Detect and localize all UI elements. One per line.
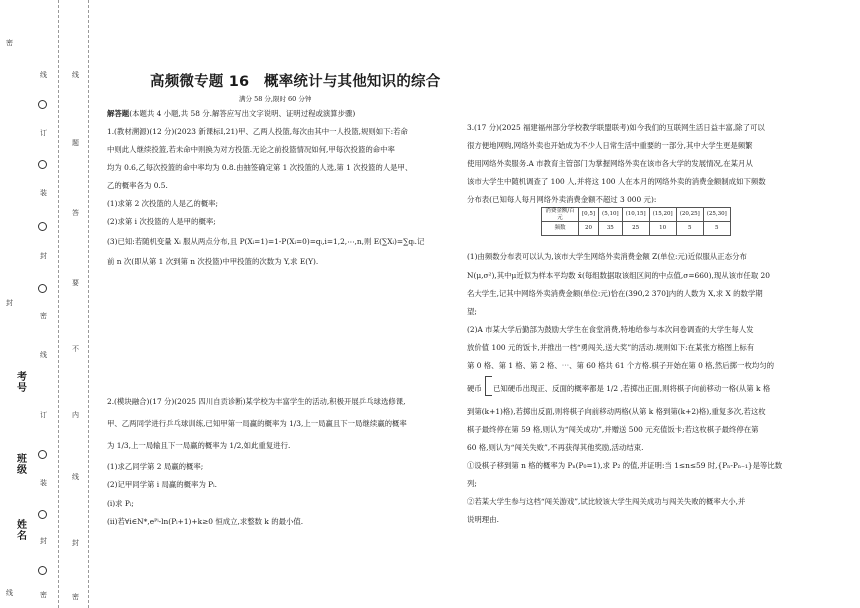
q3-line: (2)A 市某大学后勤部为鼓励大学生在食堂消费,特地给参与本次问卷调查的大学生每人发 — [467, 325, 754, 334]
binding-hole — [38, 222, 47, 231]
label-kaohao: 考号 — [17, 372, 27, 394]
table-cell: 20 — [579, 222, 599, 236]
table-cell: (25,30] — [703, 208, 730, 222]
margin-char: 线 — [6, 589, 13, 597]
q1-line: 前 n 次(即从第 1 次到第 n 次投篮)中甲投篮的次数为 Y,求 E(Y). — [107, 257, 319, 266]
label-xingming: 姓名 — [17, 520, 27, 542]
q1-line: 中则此人继续投篮,若未命中则换为对方投篮.无论之前投篮情况如何,甲每次投篮的命中率 — [107, 145, 395, 154]
margin-char: 答 — [72, 209, 79, 217]
table-cell: 5 — [676, 222, 703, 236]
binding-hole — [38, 450, 47, 459]
page-subtitle: 满分 58 分,限时 60 分钟 — [239, 95, 312, 103]
binding-hole — [38, 100, 47, 109]
q3-line: 棋子最终停在第 59 格,则认为“闯关成功”,并赠送 500 元充值饭卡;若这枚棋子最终停在第 — [467, 425, 759, 434]
q1-line: 1.(教材溯源)(12 分)(2023 新课标Ⅰ,21)甲、乙两人投篮,每次由其中一人投篮,规则如下:若命 — [107, 127, 408, 136]
q3-line: 第 0 格、第 1 格、第 2 格、⋯、第 60 格共 61 个方格.棋子开始在第 0 格,然后掷一枚均匀的 — [467, 361, 775, 370]
q1-line: (3)已知:若随机变量 Xᵢ 服从两点分布,且 P(Xᵢ=1)=1-P(Xᵢ=0)=qᵢ,i=1,2,⋯,n,则 E(∑Xᵢ)=∑qᵢ.记 — [107, 237, 425, 246]
cut-line — [58, 0, 59, 608]
table-row — [542, 208, 731, 222]
q2-line: 2.(模块融合)(17 分)(2025 四川自贡诊断)某学校为丰富学生的活动,积极开展乒乓球选修课, — [107, 397, 406, 406]
instructions — [107, 109, 355, 118]
q2-line: (1)求乙同学第 2 局赢的概率; — [107, 462, 204, 471]
q1-line: 乙的概率各为 0.5. — [107, 181, 168, 190]
q3-line: 名大学生,记其中网络外卖消费金额(单位:元)恰在(390,2 370]内的人数为 X,求 X 的数学期 — [467, 289, 763, 298]
table-cell: (10,15] — [622, 208, 649, 222]
frequency-table — [541, 207, 731, 236]
binding-hole — [38, 284, 47, 293]
q3-line: 3.(17 分)(2025 福建福州部分学校教学联盟联考)如今我们的互联网生活日益丰富,除了可以 — [467, 123, 765, 132]
margin-char: 线 — [72, 473, 79, 481]
margin-char: 订 — [40, 411, 47, 419]
margin-char: 封 — [72, 539, 79, 547]
table-cell: (20,25] — [676, 208, 703, 222]
q3-line: 列; — [467, 479, 477, 488]
margin-char: 密 — [6, 39, 13, 47]
table-header-cell: 频数 — [542, 222, 579, 236]
q1-line: 均为 0.6,乙每次投篮的命中率均为 0.8.由抽签确定第 1 次投篮的人选,第 1 次投篮的人是甲、 — [107, 163, 413, 172]
label-banji: 班级 — [17, 454, 27, 476]
margin-char: 线 — [40, 71, 47, 79]
q1-line: (2)求第 i 次投篮的人是甲的概率; — [107, 217, 216, 226]
table-cell: (5,10] — [599, 208, 623, 222]
margin-char: 不 — [72, 345, 79, 353]
margin-char: 密 — [40, 591, 47, 599]
table-cell: 25 — [622, 222, 649, 236]
table-cell: [0,5] — [579, 208, 599, 222]
fold-line — [88, 0, 89, 608]
margin-char: 封 — [6, 299, 13, 307]
margin-char: 装 — [40, 189, 47, 197]
q3-line: 到第(k+1)格),若掷出反面,则将棋子向前移动两格(从第 k 格到第(k+2)格),重复多次,若这枚 — [467, 407, 766, 416]
q3-line: 已知硬币出现正、反面的概率都是 1/2 ,若掷出正面,则将棋子向前移动一格(从第 k 格 — [493, 384, 771, 393]
margin-char: 要 — [72, 279, 79, 287]
instructions-heading: 解答题 — [107, 109, 130, 118]
instructions-text: (本题共 4 小题,共 58 分.解答应写出文字说明、证明过程或演算步骤) — [129, 109, 356, 118]
q2-line: (i)求 Pᵢ; — [107, 499, 134, 508]
q3-line: 60 格,则认为“闯关失败”,不再获得其他奖励,活动结束. — [467, 443, 644, 452]
q2-line: (ii)若∀i∈N*,eᴾⁱ-ln(Pᵢ+1)+k≥0 恒成立,求整数 k 的最小值. — [107, 517, 304, 526]
margin-char: 封 — [40, 252, 47, 260]
q3-line: 说明理由. — [467, 515, 499, 524]
q3-line: 该市大学生中随机调查了 100 人,并将这 100 人在本月的网络外卖的消费金额制成如下频数 — [467, 177, 766, 186]
q3-line: 使用网络外卖服务.A 市教育主管部门为掌握网络外卖在该市各大学的发展情况,在某月从 — [467, 159, 753, 168]
q3-line: ②若某大学生参与这档“闯关游戏”,试比较该大学生闯关成功与闯关失败的概率大小,并 — [467, 497, 746, 506]
q3-line: 分布表(已知每人每月网络外卖消费金额不超过 3 000 元): — [467, 195, 657, 204]
margin-char: 装 — [40, 479, 47, 487]
table-header-cell: 消费金额/百元 — [542, 208, 579, 222]
margin-char: 线 — [72, 71, 79, 79]
q3-line: N(μ,σ²),其中μ近似为样本平均数 x̄(每组数据取该组区间的中点值,σ=660),现从该市任取 20 — [467, 271, 770, 280]
margin-char: 线 — [40, 351, 47, 359]
margin-char: 密 — [72, 593, 79, 601]
q3-line: 放价值 100 元的饭卡,并推出一档“勇闯关,送大奖”的活动.规则如下:在某张方格图上标有 — [467, 343, 755, 352]
table-cell: 35 — [599, 222, 623, 236]
q2-line: (2)记甲同学第 i 局赢的概率为 Pᵢ. — [107, 480, 217, 489]
table-cell: 10 — [649, 222, 676, 236]
q3-line: (1)由频数分布表可以认为,该市大学生网络外卖消费金额 Z(单位:元)近似服从正态分布 — [467, 252, 747, 261]
q2-line: 为 1/3,上一局输且下一局赢的概率为 1/2,如此重复进行. — [107, 441, 291, 450]
q2-line: 甲、乙两同学进行乒乓球训练,已知甲第一局赢的概率为 1/3,上一局赢且下一局继续赢的概率 — [107, 419, 407, 428]
q3-line: ①设棋子移到第 n 格的概率为 Pₙ(P₀=1),求 P₂ 的值,并证明:当 1≤n≤59 时,{Pₙ-Pₙ₋₁}是等比数 — [467, 461, 783, 470]
q3-line: 望; — [467, 307, 477, 316]
q3-line: 很方便地网购,网络外卖也开始成为不少人日常生活中重要的一部分,其中大学生更是频繁 — [467, 141, 753, 150]
binding-hole — [38, 160, 47, 169]
margin-char: 内 — [72, 411, 79, 419]
page-title: 高频微专题 16 概率统计与其他知识的综合 — [150, 74, 441, 90]
table-cell: 5 — [703, 222, 730, 236]
margin-char: 题 — [72, 139, 79, 147]
table-row — [542, 222, 731, 236]
margin-char: 封 — [40, 537, 47, 545]
q3-coin-word: 硬币 — [467, 384, 482, 393]
table-cell: (15,20] — [649, 208, 676, 222]
q1-line: (1)求第 2 次投篮的人是乙的概率; — [107, 199, 219, 208]
margin-char: 密 — [40, 312, 47, 320]
binding-hole — [38, 510, 47, 519]
blank-bracket — [485, 376, 492, 396]
binding-hole — [38, 566, 47, 575]
margin-char: 订 — [40, 129, 47, 137]
